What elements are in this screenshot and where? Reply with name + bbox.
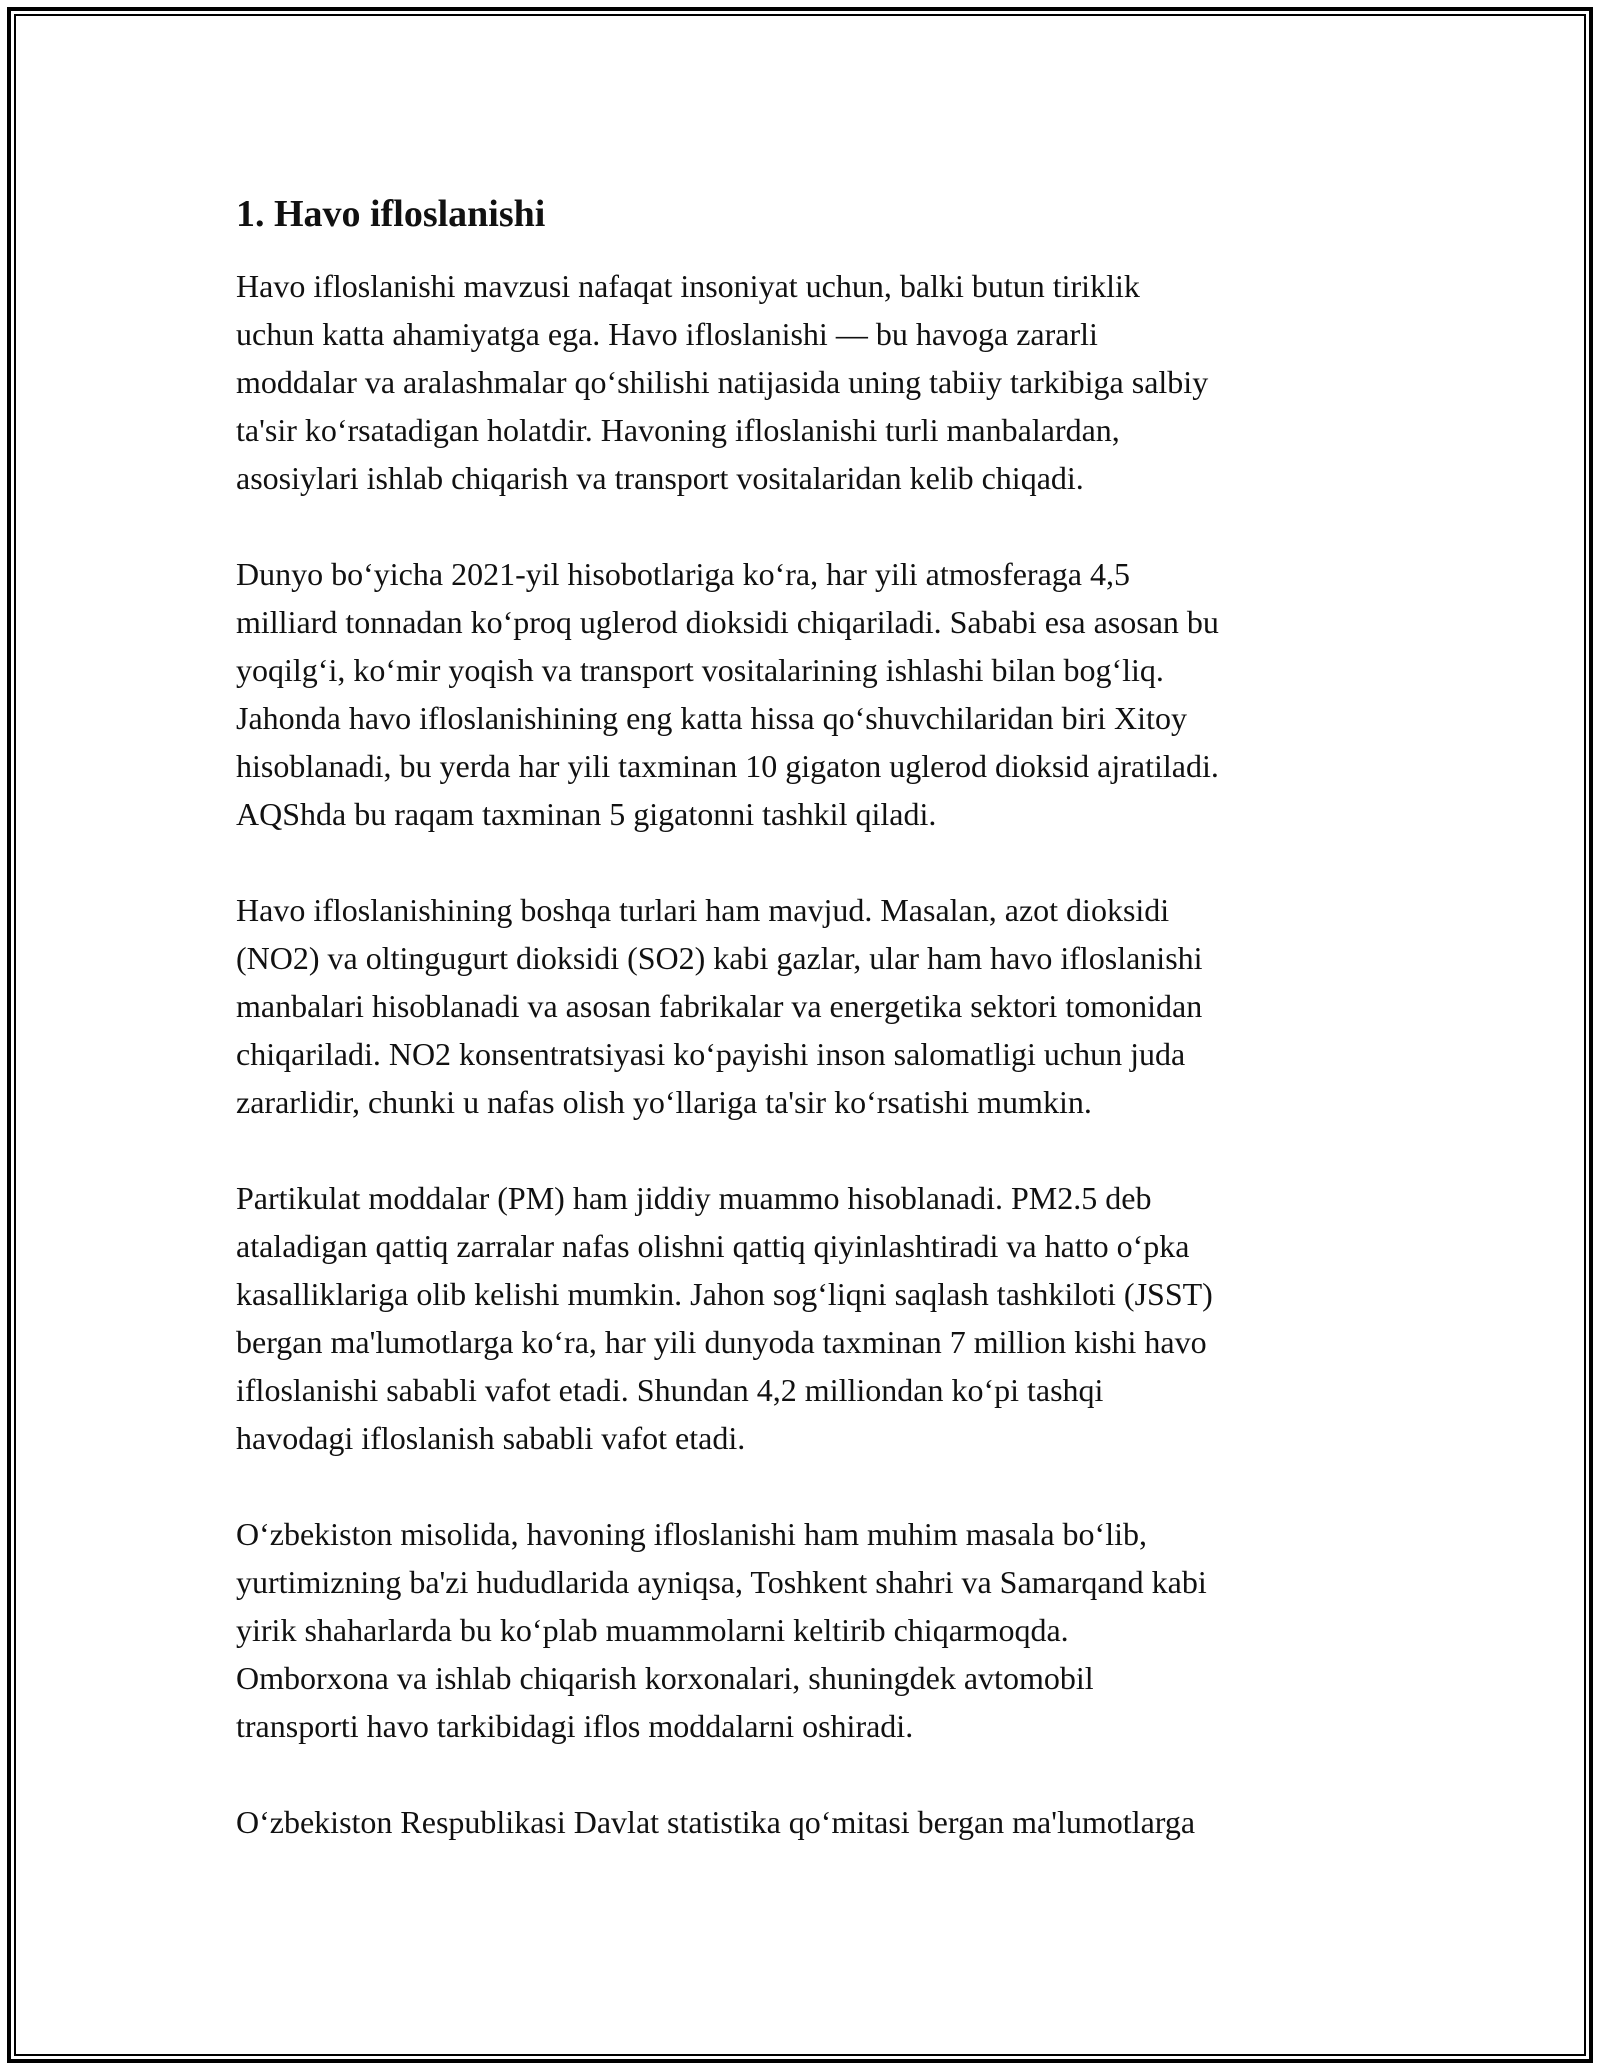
paragraph-1: [236, 262, 1376, 502]
text-line: milliard tonnadan ko‘proq uglerod dioksidi chiqariladi. Sababi esa asosan bu: [236, 604, 1219, 640]
text-line: AQShda bu raqam taxminan 5 gigatonni tashkil qiladi.: [236, 796, 937, 832]
text-line: transporti havo tarkibidagi iflos moddalarni oshiradi.: [236, 1708, 914, 1744]
text-line: havodagi ifloslanish sababli vafot etadi.: [236, 1420, 746, 1456]
text-line: asosiylari ishlab chiqarish va transport vositalaridan kelib chiqadi.: [236, 460, 1084, 496]
text-line: chiqariladi. NO2 konsentratsiyasi ko‘payishi inson salomatligi uchun juda: [236, 1036, 1186, 1072]
paragraph-6: [236, 1798, 1376, 1846]
text-line: ataladigan qattiq zarralar nafas olishni qattiq qiyinlashtiradi va hatto o‘pka: [236, 1228, 1190, 1264]
section-heading: 1. Havo ifloslanishi: [236, 193, 546, 235]
text-line: manbalari hisoblanadi va asosan fabrikalar va energetika sektori tomonidan: [236, 988, 1203, 1024]
text-line: uchun katta ahamiyatga ega. Havo ifloslanishi — bu havoga zararli: [236, 316, 1098, 352]
text-line: Dunyo bo‘yicha 2021-yil hisobotlariga ko‘ra, har yili atmosferaga 4,5: [236, 556, 1130, 592]
text-line: yurtimizning ba'zi hududlarida ayniqsa, Toshkent shahri va Samarqand kabi: [236, 1564, 1207, 1600]
paragraph-5: [236, 1510, 1376, 1750]
paragraph-4: [236, 1174, 1376, 1462]
text-line: Omborxona va ishlab chiqarish korxonalari, shuningdek avtomobil: [236, 1660, 1094, 1696]
text-line: bergan ma'lumotlarga ko‘ra, har yili dunyoda taxminan 7 million kishi havo: [236, 1324, 1207, 1360]
text-line: ifloslanishi sababli vafot etadi. Shundan 4,2 milliondan ko‘pi tashqi: [236, 1372, 1104, 1408]
text-line: Partikulat moddalar (PM) ham jiddiy muammo hisoblanadi. PM2.5 deb: [236, 1180, 1152, 1216]
text-line: Havo ifloslanishining boshqa turlari ham mavjud. Masalan, azot dioksidi: [236, 892, 1170, 928]
text-line: Havo ifloslanishi mavzusi nafaqat insoniyat uchun, balki butun tiriklik: [236, 268, 1140, 304]
text-line: moddalar va aralashmalar qo‘shilishi natijasida uning tabiiy tarkibiga salbiy: [236, 364, 1209, 400]
text-line: Jahonda havo ifloslanishining eng katta hissa qo‘shuvchilaridan biri Xitoy: [236, 700, 1187, 736]
text-line: ta'sir ko‘rsatadigan holatdir. Havoning ifloslanishi turli manbalardan,: [236, 412, 1120, 448]
text-line: yirik shaharlarda bu ko‘plab muammolarni keltirib chiqarmoqda.: [236, 1612, 1069, 1648]
paragraph-3: [236, 886, 1376, 1126]
text-line: (NO2) va oltingugurt dioksidi (SO2) kabi gazlar, ular ham havo ifloslanishi: [236, 940, 1203, 976]
text-line: O‘zbekiston misolida, havoning ifloslanishi ham muhim masala bo‘lib,: [236, 1516, 1147, 1552]
text-line: yoqilg‘i, ko‘mir yoqish va transport vositalarining ishlashi bilan bog‘liq.: [236, 652, 1164, 688]
text-line: kasalliklariga olib kelishi mumkin. Jahon sog‘liqni saqlash tashkiloti (JSST): [236, 1276, 1213, 1312]
text-line: zararlidir, chunki u nafas olish yo‘llariga ta'sir ko‘rsatishi mumkin.: [236, 1084, 1092, 1120]
text-line: hisoblanadi, bu yerda har yili taxminan 10 gigaton uglerod dioksid ajratiladi.: [236, 748, 1219, 784]
document-body: [236, 188, 1376, 1894]
paragraph-2: [236, 550, 1376, 838]
text-line: O‘zbekiston Respublikasi Davlat statistika qo‘mitasi bergan ma'lumotlarga: [236, 1804, 1196, 1840]
